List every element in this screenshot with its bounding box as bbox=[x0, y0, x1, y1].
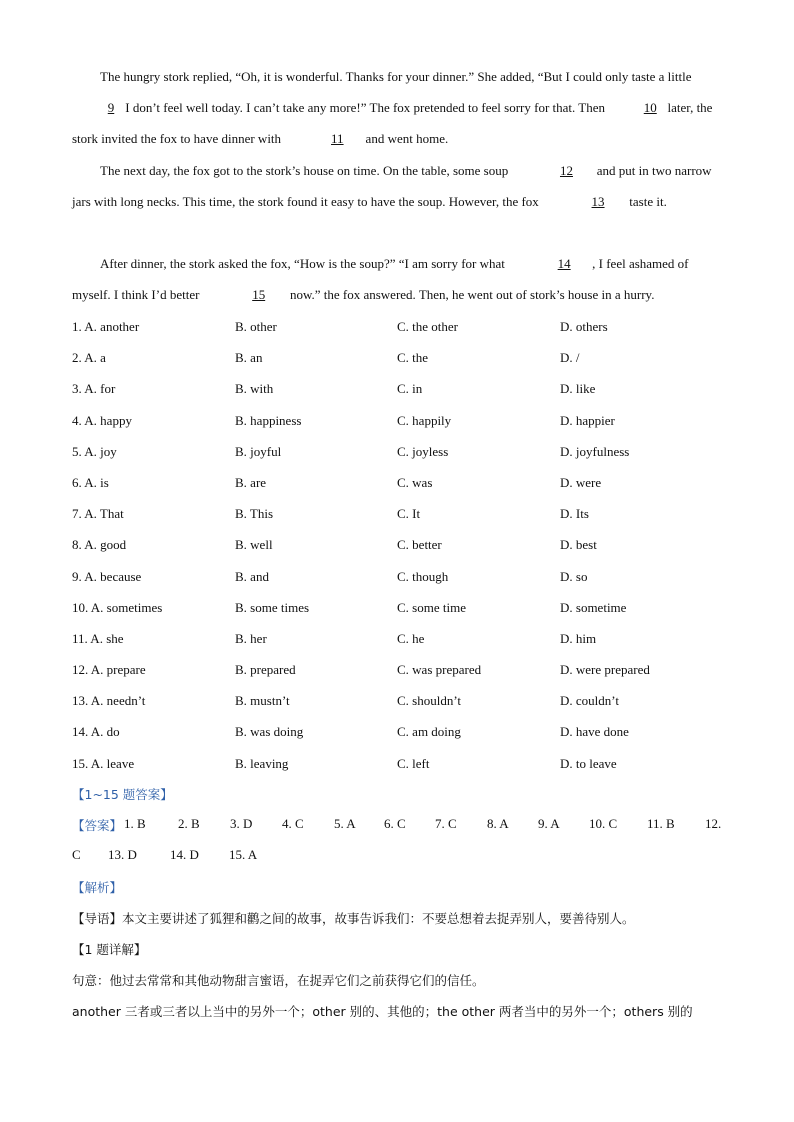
option-choice: B. an bbox=[235, 350, 263, 366]
option-choice: 4. A. happy bbox=[72, 412, 132, 428]
option-choice: C. better bbox=[397, 537, 442, 553]
option-choice: D. / bbox=[560, 350, 580, 366]
passage-text: and went home. bbox=[362, 131, 449, 147]
option-choice: D. so bbox=[560, 568, 588, 584]
intro-label: 【导语】 bbox=[72, 911, 123, 926]
answer-item: 8. A bbox=[487, 816, 509, 831]
blank-9: 9 bbox=[107, 100, 115, 116]
option-choice: C. some time bbox=[397, 599, 466, 615]
option-choice: 10. A. sometimes bbox=[72, 599, 163, 615]
answer-item: 3. D bbox=[230, 816, 253, 831]
option-choice: C. the bbox=[397, 350, 429, 366]
option-choice: 9. A. because bbox=[72, 568, 142, 584]
answers-line-2 bbox=[72, 847, 732, 869]
passage-text: taste it. bbox=[626, 194, 667, 210]
option-row bbox=[72, 438, 732, 469]
passage-text: I don’t feel well today. I can’t take any more!” The fox pretended to feel sorry for that. Then bbox=[122, 100, 609, 116]
option-choice: B. was doing bbox=[235, 724, 304, 740]
option-choice: C. was prepared bbox=[397, 662, 482, 678]
passage-paragraph-1 bbox=[72, 61, 722, 155]
option-row bbox=[72, 687, 732, 718]
option-row bbox=[72, 500, 732, 531]
option-choice: 13. A. needn’t bbox=[72, 693, 146, 709]
option-choice: B. well bbox=[235, 537, 273, 553]
option-choice: 1. A. another bbox=[72, 319, 140, 334]
passage-text: The next day, the fox got to the stork’s house on time. On the table, some soup bbox=[100, 163, 512, 178]
option-choice: D. to leave bbox=[560, 755, 617, 771]
option-row bbox=[72, 531, 732, 562]
blank-12: 12 bbox=[559, 163, 573, 178]
explanation-text: another 三者或三者以上当中的另外一个；other 别的、其他的；the other 两者当中的另外一个；others 别的 bbox=[72, 1004, 693, 1019]
answer-item: 15. A bbox=[229, 847, 258, 862]
answer-item: 1. B bbox=[124, 816, 146, 831]
option-row bbox=[72, 625, 732, 656]
intro-text: 本文主要讲述了狐狸和鹳之间的故事，故事告诉我们：不要总想着去捉弄别人，要善待别人。 bbox=[122, 911, 635, 926]
passage-text: now.” the fox answered. Then, he went out of stork’s house in a hurry. bbox=[286, 287, 655, 303]
option-choice: 6. A. is bbox=[72, 474, 109, 490]
answer-item: 4. C bbox=[282, 816, 304, 831]
answer-item: 2. B bbox=[178, 816, 200, 831]
answer-item: 10. C bbox=[589, 816, 618, 831]
option-choice: D. sometime bbox=[560, 599, 627, 615]
option-choice: B. are bbox=[235, 474, 267, 490]
detail-heading: 【1 题详解】 bbox=[72, 942, 147, 957]
option-choice: D. Its bbox=[560, 506, 589, 522]
option-choice: C. was bbox=[397, 474, 433, 490]
option-choice: D. others bbox=[560, 319, 608, 334]
option-choice: 2. A. a bbox=[72, 350, 106, 366]
option-choice: B. mustn’t bbox=[235, 693, 290, 709]
analysis-heading: 【解析】 bbox=[72, 880, 123, 895]
option-choice: D. couldn’t bbox=[560, 693, 619, 709]
option-choice: B. This bbox=[235, 506, 274, 522]
option-choice: 12. A. prepare bbox=[72, 662, 146, 678]
option-row bbox=[72, 594, 732, 625]
option-choice: 3. A. for bbox=[72, 381, 116, 397]
answer-item: 7. C bbox=[435, 816, 457, 831]
option-choice: 15. A. leave bbox=[72, 755, 135, 771]
option-row bbox=[72, 313, 732, 344]
option-choice: 14. A. do bbox=[72, 724, 120, 740]
option-choice: D. him bbox=[560, 630, 597, 646]
answer-item: 6. C bbox=[384, 816, 406, 831]
option-choice: C. am doing bbox=[397, 724, 461, 740]
option-choice: C. joyless bbox=[397, 443, 449, 459]
passage-text: later, the stork invited the fox to have dinner with bbox=[72, 100, 713, 147]
option-row bbox=[72, 718, 732, 749]
option-choice: B. joyful bbox=[235, 443, 282, 459]
option-choice: B. some times bbox=[235, 599, 310, 615]
option-choice: 5. A. joy bbox=[72, 443, 117, 459]
answer-label: 【答案】 bbox=[72, 818, 123, 833]
option-choice: D. best bbox=[560, 537, 597, 553]
option-choice: B. other bbox=[235, 319, 277, 334]
blank-15: 15 bbox=[252, 287, 266, 303]
answers-line-1 bbox=[72, 816, 732, 838]
answer-item: 5. A bbox=[334, 816, 356, 831]
option-row bbox=[72, 469, 732, 500]
option-choice: B. her bbox=[235, 630, 267, 646]
answer-heading: 【1~15 题答案】 bbox=[72, 787, 173, 802]
answer-item: C bbox=[72, 847, 81, 862]
option-row bbox=[72, 375, 732, 406]
blank-10: 10 bbox=[643, 100, 657, 116]
option-choice: B. prepared bbox=[235, 662, 296, 678]
option-choice: B. and bbox=[235, 568, 269, 584]
option-row bbox=[72, 344, 732, 375]
option-row bbox=[72, 750, 732, 781]
answer-item: 12. bbox=[705, 816, 722, 831]
passage-text: After dinner, the stork asked the fox, “How is the soup?” “I am sorry for what bbox=[100, 256, 509, 271]
intro-line bbox=[72, 909, 732, 927]
option-choice: B. leaving bbox=[235, 755, 289, 771]
option-choice: B. with bbox=[235, 381, 274, 397]
option-row bbox=[72, 563, 732, 594]
option-choice: D. have done bbox=[560, 724, 629, 740]
passage-paragraph-2 bbox=[72, 155, 722, 217]
option-choice: C. happily bbox=[397, 412, 452, 428]
option-choice: B. happiness bbox=[235, 412, 302, 428]
option-choice: D. were bbox=[560, 474, 602, 490]
option-choice: C. though bbox=[397, 568, 449, 584]
answer-item: 9. A bbox=[538, 816, 560, 831]
option-choice: 8. A. good bbox=[72, 537, 127, 553]
options-list bbox=[72, 313, 732, 781]
passage-text: and put in two narrow jars with long necks. This time, the stork found it easy to have the soup. However, the fox bbox=[72, 163, 712, 210]
answer-item: 13. D bbox=[108, 847, 137, 862]
option-row bbox=[72, 656, 732, 687]
blank-14: 14 bbox=[557, 256, 571, 271]
option-choice: 7. A. That bbox=[72, 506, 124, 522]
answer-item: 11. B bbox=[647, 816, 675, 831]
passage-paragraph-3 bbox=[72, 248, 722, 310]
sentence-meaning: 句意：他过去常常和其他动物甜言蜜语，在捉弄它们之前获得它们的信任。 bbox=[72, 973, 485, 988]
option-row bbox=[72, 407, 732, 438]
option-choice: C. left bbox=[397, 755, 430, 771]
option-choice: C. in bbox=[397, 381, 423, 397]
option-choice: C. shouldn’t bbox=[397, 693, 462, 709]
blank-11: 11 bbox=[331, 131, 344, 147]
answer-item: 14. D bbox=[170, 847, 199, 862]
option-choice: D. joyfulness bbox=[560, 443, 630, 459]
option-choice: C. he bbox=[397, 630, 425, 646]
option-choice: D. like bbox=[560, 381, 596, 397]
passage-text: , I feel ashamed of myself. I think I’d better bbox=[72, 256, 689, 303]
passage-text: The hungry stork replied, “Oh, it is wonderful. Thanks for your dinner.” She added, “But I could only taste a little bbox=[100, 69, 692, 84]
option-choice: C. It bbox=[397, 506, 421, 522]
option-choice: C. the other bbox=[397, 319, 459, 334]
blank-13: 13 bbox=[591, 194, 605, 210]
option-choice: D. were prepared bbox=[560, 662, 650, 678]
option-choice: D. happier bbox=[560, 412, 615, 428]
option-choice: 11. A. she bbox=[72, 630, 124, 646]
